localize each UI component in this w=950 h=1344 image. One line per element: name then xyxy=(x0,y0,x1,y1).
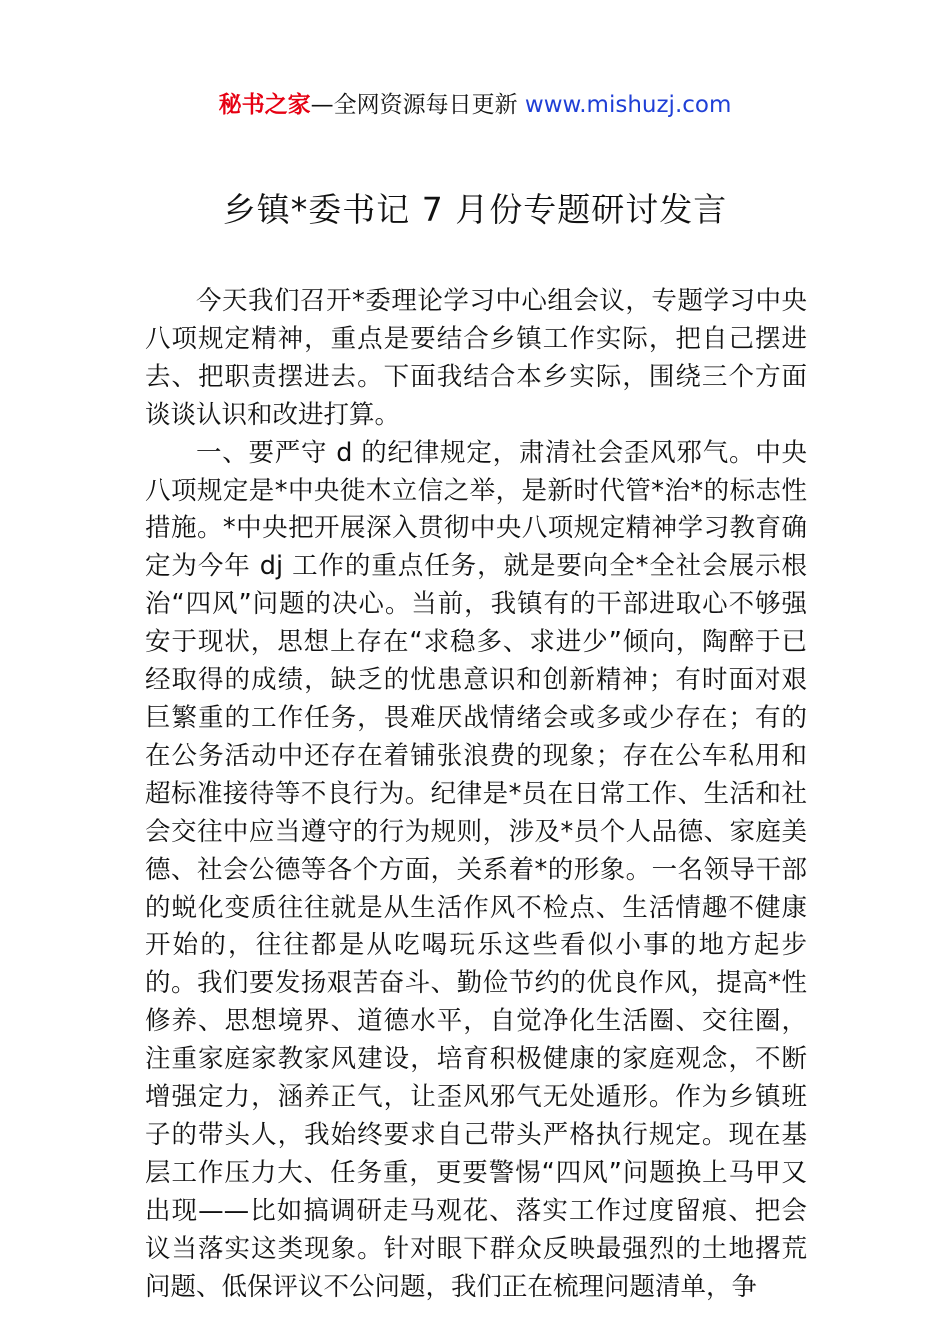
banner-site-name: 秘书之家 xyxy=(218,92,311,118)
document-title: 乡镇*委书记 7 月份专题研讨发言 xyxy=(222,190,728,229)
document-body xyxy=(145,283,807,1306)
paragraph-intro: 今天我们召开*委理论学习中心组会议，专题学习中央八项规定精神，重点是要结合乡镇工作实际，把自己摆进去、把职责摆进去。下面我结合本乡实际，围绕三个方面谈谈认识和改进打算。 xyxy=(145,286,807,430)
banner-tagline: —全网资源每日更新 xyxy=(310,92,525,118)
banner-url-link[interactable]: www.mishuzj.com xyxy=(524,92,732,118)
site-banner xyxy=(0,88,950,122)
paragraph-section-one: 一、要严守 d 的纪律规定，肃清社会歪风邪气。中央八项规定是*中央徙木立信之举，是新时代管*治*的标志性措施。*中央把开展深入贯彻中央八项规定精神学习教育确定为今年 dj 工作的重点任务，就是要向全*全社会展示根治“四风”问题的决心。当前，我镇有的干部进取心不够强安于现状，思想上存在“求稳多、求进少”倾向，陶醉于已经取得的成绩，缺乏的忧患意识和创新精神；有时面对艰巨繁重的工作任务，畏难厌战情绪会或多或少存在；有的在公务活动中还存在着铺张浪费的现象；存在公车私用和超标准接待等不良行为。纪律是*员在日常工作、生活和社会交往中应当遵守的行为规则，涉及*员个人品德、家庭美德、社会公德等各个方面，关系着*的形象。一名领导干部的蜕化变质往往就是从生活作风不检点、生活情趣不健康开始的，往往都是从吃喝玩乐这些看似小事的地方起步的。我们要发扬艰苦奋斗、勤俭节约的优良作风，提高*性修养、思想境界、道德水平，自觉净化生活圈、交往圈，注重家庭家教家风建设，培育积极健康的家庭观念，不断增强定力，涵养正气，让歪风邪气无处遁形。作为乡镇班子的带头人，我始终要求自己带头严格执行规定。现在基层工作压力大、任务重，更要警惕“四风”问题换上马甲又出现——比如搞调研走马观花、落实工作过度留痕、把会议当落实这类现象。针对眼下群众反映最强烈的土地撂荒问题、低保评议不公问题，我们正在梳理问题清单，争 xyxy=(145,437,807,1302)
